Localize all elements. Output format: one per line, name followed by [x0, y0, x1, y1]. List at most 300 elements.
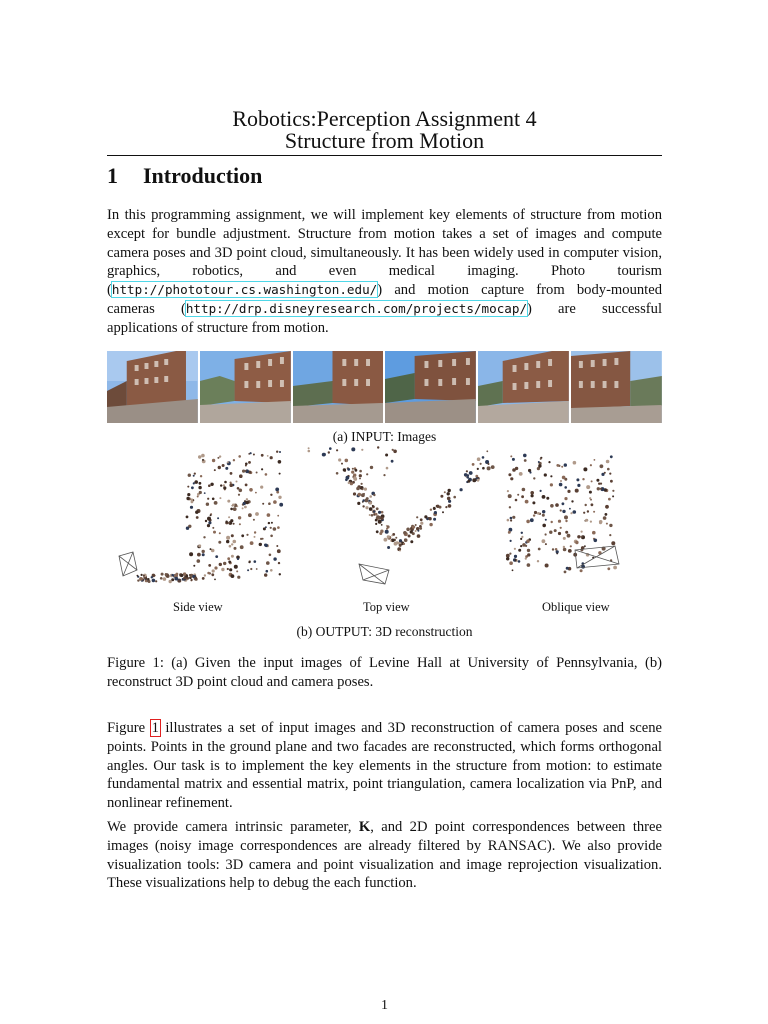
point: [600, 483, 602, 485]
point: [219, 532, 221, 534]
phototour-link[interactable]: http://phototour.cs.washington.edu/: [111, 282, 378, 298]
point: [231, 574, 235, 578]
point: [270, 456, 273, 459]
provided-data-paragraph: [107, 818, 662, 893]
point: [532, 501, 535, 504]
point: [230, 472, 233, 475]
point: [199, 491, 202, 494]
point: [341, 463, 343, 465]
point: [215, 555, 218, 558]
title-line-2: Structure from Motion: [284, 128, 485, 153]
point: [453, 496, 456, 499]
point: [346, 476, 350, 480]
point: [565, 531, 568, 534]
point: [542, 510, 545, 513]
point: [248, 461, 251, 464]
point: [518, 549, 521, 552]
point: [255, 512, 259, 516]
point: [467, 480, 470, 483]
point: [155, 580, 157, 582]
point: [265, 473, 268, 476]
point: [512, 458, 515, 461]
point: [223, 484, 225, 486]
point: [507, 519, 510, 522]
point: [214, 566, 217, 569]
point: [415, 530, 417, 532]
point: [488, 463, 490, 465]
point: [560, 480, 562, 482]
point: [338, 458, 341, 461]
point: [193, 482, 195, 484]
point: [399, 539, 402, 542]
point: [558, 520, 561, 523]
point: [227, 557, 230, 560]
side-view-pointcloud: [137, 451, 284, 584]
point: [525, 500, 529, 504]
point: [538, 461, 540, 463]
point: [200, 475, 202, 477]
point: [223, 486, 226, 489]
point: [141, 574, 143, 576]
point: [279, 473, 281, 475]
point: [189, 552, 193, 556]
point: [517, 494, 519, 496]
point: [570, 512, 572, 514]
point: [230, 519, 233, 522]
point: [531, 494, 534, 497]
point: [559, 483, 563, 487]
point: [372, 505, 374, 507]
para2-text: illustrates a set of input images and 3D reconstruction of camera poses and scene points. Points in the ground plane and two facades are reconstructed, which forms orthogonal angles. Our task is to implement the key elements in the structure from motion: to estimate fundamental matrix and essential matrix, point triangulation, camera localization via PnP, and nonlinear refinement.: [107, 720, 662, 812]
point: [206, 503, 209, 506]
point: [510, 517, 513, 520]
point: [361, 483, 363, 485]
point: [204, 492, 206, 494]
point: [238, 516, 241, 519]
point: [373, 494, 375, 496]
point: [151, 576, 153, 578]
point: [190, 506, 193, 509]
point: [269, 554, 272, 557]
point: [576, 478, 579, 481]
point: [551, 521, 553, 523]
point: [529, 471, 531, 473]
point: [359, 470, 362, 473]
point: [253, 519, 255, 521]
point: [482, 456, 485, 459]
point: [523, 454, 527, 458]
point: [399, 544, 402, 547]
point: [550, 475, 552, 477]
point: [464, 473, 467, 476]
point: [245, 501, 249, 505]
point: [373, 510, 375, 512]
point: [448, 489, 451, 492]
point: [605, 513, 608, 516]
point: [343, 468, 346, 471]
point: [540, 458, 542, 460]
figure-ref-link[interactable]: 1: [151, 720, 159, 736]
point: [562, 476, 566, 480]
point: [445, 506, 447, 508]
point: [357, 502, 360, 505]
point: [469, 471, 473, 475]
point: [193, 475, 195, 477]
point: [562, 510, 565, 513]
point: [238, 455, 241, 458]
point: [212, 527, 214, 529]
point: [277, 549, 281, 553]
mocap-link[interactable]: http://drp.disneyresearch.com/projects/mocap/: [185, 300, 528, 316]
point: [563, 548, 567, 552]
top-view-label: Top view: [363, 600, 410, 614]
point: [403, 543, 405, 545]
point: [278, 562, 280, 564]
point: [385, 454, 388, 457]
point: [231, 543, 233, 545]
point: [555, 548, 558, 551]
intro-paragraph: [107, 206, 662, 338]
point: [564, 463, 567, 466]
point: [246, 498, 248, 500]
reconstruction-views: [107, 446, 662, 598]
point: [234, 565, 238, 569]
point: [350, 482, 353, 485]
point: [603, 516, 607, 520]
point: [380, 530, 383, 533]
point: [586, 485, 590, 489]
point: [417, 534, 421, 538]
point: [594, 459, 596, 461]
point: [404, 538, 408, 542]
oblique-view-label: Oblique view: [542, 600, 610, 614]
point: [366, 497, 369, 500]
point: [239, 489, 243, 493]
point: [184, 579, 186, 581]
point: [369, 507, 373, 511]
point: [197, 553, 201, 557]
point: [219, 497, 221, 499]
point: [537, 512, 540, 515]
point: [460, 488, 463, 491]
input-images-strip: [107, 351, 662, 423]
point: [383, 474, 385, 476]
point: [336, 472, 339, 475]
point: [567, 490, 570, 493]
title-line-1: Robotics:Perception Assignment 4: [232, 106, 537, 131]
point: [229, 568, 232, 571]
point: [214, 501, 218, 505]
point: [564, 486, 567, 489]
point: [207, 498, 209, 500]
point: [609, 524, 612, 527]
point: [207, 572, 210, 575]
side-view-label: Side view: [173, 600, 223, 614]
point: [477, 468, 479, 470]
point: [353, 474, 356, 477]
point: [193, 565, 195, 567]
point: [207, 517, 211, 521]
figure-caption: Figure 1: (a) Given the input images of Levine Hall at University of Pennsylvania, (b) reconstruct 3D point cloud and camera poses.: [107, 655, 662, 690]
point: [569, 508, 571, 510]
point: [377, 446, 379, 448]
point: [573, 510, 577, 514]
point: [375, 523, 377, 525]
point: [585, 504, 587, 506]
point: [448, 504, 452, 508]
point: [183, 572, 186, 575]
point: [376, 517, 378, 519]
point: [527, 549, 530, 552]
point: [231, 555, 234, 558]
section-number: 1: [107, 163, 118, 188]
point: [246, 534, 248, 536]
point: [466, 470, 468, 472]
point: [139, 577, 143, 581]
point: [197, 559, 201, 563]
point: [195, 577, 198, 580]
point: [577, 535, 580, 538]
point: [262, 538, 264, 540]
point: [266, 570, 269, 573]
point: [253, 454, 255, 456]
point: [560, 509, 562, 511]
point: [482, 467, 485, 470]
point: [214, 469, 216, 471]
point: [555, 503, 559, 507]
point: [352, 468, 354, 470]
point: [365, 506, 368, 509]
point: [186, 516, 189, 519]
point: [143, 575, 145, 577]
point: [361, 493, 365, 497]
input-image: [200, 351, 291, 423]
point: [230, 508, 233, 511]
point: [558, 532, 561, 535]
point: [376, 507, 379, 510]
point: [594, 539, 598, 543]
point: [268, 502, 271, 505]
point: [219, 455, 221, 457]
point: [254, 560, 257, 563]
point: [366, 473, 368, 475]
point: [204, 574, 206, 576]
point: [230, 482, 232, 484]
point: [228, 522, 230, 524]
point: [415, 524, 417, 526]
point: [262, 503, 264, 505]
point: [590, 464, 592, 466]
point: [518, 560, 521, 563]
point: [467, 474, 469, 476]
point: [591, 480, 593, 482]
point: [394, 542, 398, 546]
point: [279, 573, 281, 575]
point: [522, 488, 526, 492]
point: [370, 466, 373, 469]
point: [590, 521, 592, 523]
point: [381, 524, 383, 526]
point: [188, 474, 191, 477]
point: [353, 476, 357, 480]
point: [520, 545, 522, 547]
point: [433, 518, 436, 521]
point: [533, 514, 535, 516]
intro-text-1: In this programming assignment, we will implement key elements of structure from motion except for bundle adjustment. Structure from motion takes a set of images and compute camera poses and 3D point cloud, simultaneously. It has been widely used in computer vision, graphics, robotics, and even medical imaging. Photo tourism (: [107, 207, 662, 299]
point: [279, 503, 283, 507]
point: [198, 486, 201, 489]
point: [256, 568, 258, 570]
point: [202, 459, 204, 461]
point: [385, 530, 389, 534]
point: [520, 538, 522, 540]
point: [261, 454, 264, 457]
point: [244, 506, 247, 509]
point: [568, 549, 572, 553]
point: [203, 536, 205, 538]
point: [199, 482, 202, 485]
point: [359, 474, 362, 477]
point: [268, 522, 270, 524]
point: [270, 527, 272, 529]
point: [226, 536, 230, 540]
point: [549, 531, 552, 534]
point: [512, 516, 515, 519]
point: [436, 505, 439, 508]
point: [231, 534, 234, 537]
point: [189, 574, 191, 576]
point: [186, 497, 189, 500]
point: [270, 535, 273, 538]
point: [434, 511, 437, 514]
point: [540, 490, 542, 492]
point: [509, 553, 511, 555]
title-rule: [107, 155, 662, 156]
point: [525, 545, 527, 547]
point: [210, 483, 213, 486]
point: [358, 493, 362, 497]
point: [507, 490, 509, 492]
point: [533, 477, 535, 479]
point: [171, 574, 173, 576]
point: [508, 494, 512, 498]
point: [239, 474, 243, 478]
point: [403, 531, 407, 535]
point: [219, 563, 222, 566]
point: [545, 543, 547, 545]
point: [356, 487, 360, 491]
point: [198, 544, 201, 547]
point: [534, 511, 537, 514]
point: [351, 471, 354, 474]
input-image: [571, 351, 662, 423]
point: [371, 514, 374, 517]
point: [416, 516, 418, 518]
point: [487, 466, 491, 470]
intro-text-2: ) and motion capture from body-mounted cameras (: [107, 282, 662, 317]
point: [255, 492, 257, 494]
point: [442, 511, 444, 513]
section-heading: [107, 162, 262, 190]
point: [527, 563, 531, 567]
point: [571, 500, 573, 502]
point: [202, 577, 205, 580]
point: [237, 576, 240, 579]
point: [261, 468, 263, 470]
point: [548, 461, 550, 463]
subcaption-a: (a) INPUT: Images: [332, 429, 437, 444]
point: [526, 539, 530, 543]
point: [395, 537, 397, 539]
point: [582, 478, 584, 480]
point: [477, 479, 480, 482]
point: [600, 488, 602, 490]
point: [270, 569, 273, 572]
point: [508, 531, 511, 534]
point: [391, 535, 393, 537]
point: [514, 555, 517, 558]
point: [196, 516, 199, 519]
point: [323, 453, 326, 456]
point: [148, 580, 151, 583]
point: [521, 495, 524, 498]
point: [387, 526, 389, 528]
point: [512, 468, 516, 472]
point: [152, 579, 156, 583]
point: [361, 449, 363, 451]
subcaption-b: (b) OUTPUT: 3D reconstruction: [296, 624, 473, 639]
point: [208, 564, 211, 567]
point: [378, 520, 382, 524]
point: [362, 505, 364, 507]
point: [583, 467, 587, 471]
point: [581, 536, 583, 538]
point: [273, 557, 276, 560]
point: [376, 530, 379, 533]
point: [187, 486, 189, 488]
point: [137, 575, 139, 577]
point: [234, 547, 237, 550]
point: [205, 520, 207, 522]
point: [611, 541, 615, 545]
point: [211, 573, 214, 576]
point: [519, 472, 523, 476]
point: [486, 450, 488, 452]
point: [506, 557, 509, 560]
point: [399, 550, 401, 552]
point: [277, 515, 279, 517]
document-title: [107, 108, 662, 152]
point: [589, 497, 591, 499]
point: [550, 504, 554, 508]
point: [584, 545, 586, 547]
point: [545, 519, 547, 521]
para3-text-1: We provide camera intrinsic parameter,: [107, 819, 359, 835]
point: [213, 531, 216, 534]
point: [208, 484, 211, 487]
point: [530, 518, 534, 522]
point: [564, 571, 567, 574]
point: [433, 507, 435, 509]
point: [596, 479, 599, 482]
point: [245, 465, 247, 467]
point: [412, 526, 415, 529]
point: [599, 520, 603, 524]
point: [233, 507, 237, 511]
point: [227, 500, 230, 503]
point: [279, 451, 281, 453]
point: [552, 548, 554, 550]
